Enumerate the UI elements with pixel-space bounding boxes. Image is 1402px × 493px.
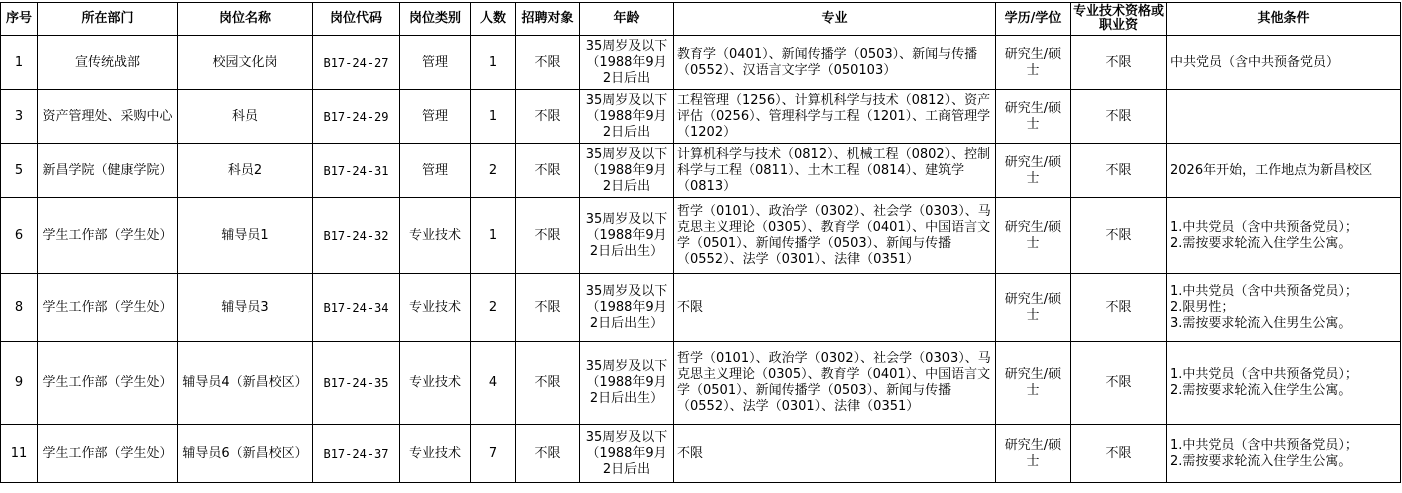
cell-qualification	[1071, 198, 1167, 274]
cell-text: B17-24-35	[323, 376, 389, 390]
cell-dept	[38, 425, 178, 483]
cell-dept	[38, 90, 178, 144]
cell-code	[313, 144, 400, 198]
cell-count	[471, 90, 516, 144]
cell-text: 专业技术	[408, 375, 461, 390]
cell-text: 不限	[534, 108, 561, 124]
cell-qualification	[1071, 36, 1167, 90]
cell-text: 不限	[534, 445, 561, 461]
cell-text: 辅导员1	[221, 227, 269, 243]
cell-text: 不限	[534, 162, 561, 178]
cell-qualification	[1071, 425, 1167, 483]
cell-text: 1.中共党员（含中共预备党员）； 2.需按要求轮流入住学生公寓。	[1170, 437, 1358, 469]
cell-text: 35周岁及以下（1988年9月2日后出	[585, 38, 668, 86]
cell-text: 2	[488, 162, 498, 178]
header-cell-category: 岗位类别	[400, 3, 471, 36]
cell-text: B17-24-31	[323, 163, 389, 178]
cell-target	[516, 198, 580, 274]
cell-text: 1.中共党员（含中共预备党员）； 2.需按要求轮流入住学生公寓。	[1170, 219, 1358, 251]
cell-count	[471, 274, 516, 342]
cell-text: 不限	[534, 299, 561, 315]
cell-degree	[996, 342, 1071, 425]
table-row	[1, 36, 1401, 90]
cell-text: B17-24-27	[323, 55, 389, 70]
cell-text: B17-24-32	[323, 228, 389, 243]
table-row	[1, 425, 1401, 483]
cell-text: 研究生/硕士	[1004, 437, 1062, 469]
cell-age	[580, 90, 674, 144]
cell-target	[516, 36, 580, 90]
cell-text: 科员2	[227, 162, 263, 178]
cell-text: 学生工作部（学生处）	[42, 445, 173, 461]
cell-code	[313, 425, 400, 483]
header-cell-qualification: 专业技术资格或职业资	[1071, 3, 1167, 36]
cell-target	[516, 425, 580, 483]
cell-degree	[996, 274, 1071, 342]
cell-degree	[996, 144, 1071, 198]
cell-other	[1167, 425, 1401, 483]
cell-age	[580, 274, 674, 342]
cell-target	[516, 342, 580, 425]
cell-text: 不限	[1105, 227, 1132, 243]
cell-category	[400, 36, 471, 90]
cell-text: 1	[488, 108, 498, 124]
cell-other	[1167, 36, 1401, 90]
cell-text: 研究生/硕士	[1004, 291, 1062, 323]
header-cell-major: 专业	[674, 3, 996, 36]
cell-text: 中共党员（含中共预备党员）	[1170, 54, 1340, 70]
cell-text: B17-24-34	[323, 300, 389, 315]
cell-text: 研究生/硕士	[1004, 219, 1062, 251]
cell-qualification	[1071, 144, 1167, 198]
cell-age	[580, 425, 674, 483]
cell-text: 35周岁及以下（1988年9月2日后出	[585, 146, 668, 194]
cell-text: 辅导员6（新昌校区）	[182, 445, 308, 461]
cell-dept	[38, 198, 178, 274]
cell-text: 管理	[421, 108, 448, 124]
cell-other	[1167, 274, 1401, 342]
cell-text: 2026年开始，工作地点为新昌校区	[1170, 162, 1373, 178]
cell-text: 研究生/硕士	[1004, 100, 1062, 132]
cell-text: 35周岁及以下（1988年9月2日后出生）	[585, 359, 668, 406]
cell-qualification	[1071, 342, 1167, 425]
table-row	[1, 90, 1401, 144]
cell-text: 不限	[1105, 54, 1132, 70]
cell-major	[674, 342, 996, 425]
cell-text: 校园文化岗	[212, 54, 278, 70]
cell-degree	[996, 90, 1071, 144]
table-row	[1, 274, 1401, 342]
cell-text: 宣传统战部	[74, 54, 140, 70]
header-cell-no: 序号	[1, 3, 38, 36]
cell-dept	[38, 144, 178, 198]
cell-other	[1167, 144, 1401, 198]
cell-text: 不限	[534, 227, 561, 243]
cell-text: 不限	[1105, 162, 1132, 178]
cell-code	[313, 36, 400, 90]
cell-dept	[38, 342, 178, 425]
header-cell-position: 岗位名称	[178, 3, 313, 36]
cell-major	[674, 198, 996, 274]
cell-text: 研究生/硕士	[1004, 154, 1062, 186]
cell-text: 学生工作部（学生处）	[42, 227, 173, 243]
cell-category	[400, 274, 471, 342]
cell-position	[178, 36, 313, 90]
cell-major	[674, 144, 996, 198]
cell-major	[674, 274, 996, 342]
cell-text: 35周岁及以下（1988年9月2日后出	[585, 92, 668, 140]
cell-text: 不限	[677, 299, 704, 315]
header-cell-code: 岗位代码	[313, 3, 400, 36]
header-row	[1, 3, 1401, 36]
cell-position	[178, 342, 313, 425]
cell-count	[471, 198, 516, 274]
header-cell-age: 年龄	[580, 3, 674, 36]
cell-text: 1.中共党员（含中共预备党员）； 2.限男性； 3.需按要求轮流入住男生公寓。	[1170, 283, 1358, 331]
cell-degree	[996, 198, 1071, 274]
cell-position	[178, 274, 313, 342]
cell-target	[516, 144, 580, 198]
cell-major	[674, 36, 996, 90]
header-cell-count: 人数	[471, 3, 516, 36]
header-cell-other: 其他条件	[1167, 3, 1401, 36]
cell-text: 研究生/硕士	[1004, 46, 1062, 78]
cell-text: 9	[14, 375, 24, 390]
cell-no	[1, 274, 38, 342]
cell-text: 7	[488, 445, 498, 461]
cell-text: 哲学（0101）、政治学（0302）、社会学（0303）、马克思主义理论（0305）、教育学（0401）、中国语言文学（0501）、新闻传播学（0503）、新闻与传播（0552）、法学（0301）、法律（0351）	[677, 351, 991, 414]
cell-target	[516, 274, 580, 342]
cell-age	[580, 342, 674, 425]
cell-major	[674, 425, 996, 483]
cell-text: 计算机科学与技术（0812）、机械工程（0802）、控制科学与工程（0811）、土木工程（0814）、建筑学（0813）	[677, 146, 991, 194]
cell-age	[580, 198, 674, 274]
cell-text: 8	[14, 299, 24, 315]
cell-dept	[38, 36, 178, 90]
cell-category	[400, 90, 471, 144]
cell-text: 管理	[421, 54, 448, 70]
cell-text: 5	[14, 162, 24, 178]
cell-count	[471, 425, 516, 483]
cell-target	[516, 90, 580, 144]
cell-category	[400, 342, 471, 425]
cell-count	[471, 144, 516, 198]
cell-no	[1, 144, 38, 198]
cell-code	[313, 342, 400, 425]
cell-degree	[996, 36, 1071, 90]
cell-position	[178, 144, 313, 198]
cell-no	[1, 198, 38, 274]
cell-text: 2	[488, 299, 498, 315]
cell-text: B17-24-29	[323, 109, 389, 124]
header-cell-target: 招聘对象	[516, 3, 580, 36]
cell-text: 不限	[1105, 299, 1132, 315]
cell-age	[580, 144, 674, 198]
cell-age	[580, 36, 674, 90]
cell-text: 工程管理（1256）、计算机科学与技术（0812）、资产评估（0256）、管理科学与工程（1201）、工商管理学（1202）	[677, 92, 991, 140]
cell-no	[1, 342, 38, 425]
cell-count	[471, 342, 516, 425]
cell-text: 辅导员3	[221, 299, 269, 315]
cell-text: 科员	[231, 108, 258, 124]
cell-text: 专业技术	[408, 299, 461, 315]
cell-text: 哲学（0101）、政治学（0302）、社会学（0303）、马克思主义理论（0305）、教育学（0401）、中国语言文学（0501）、新闻传播学（0503）、新闻与传播（0552）、法学（0301）、法律（0351）	[677, 203, 991, 267]
cell-text: 1.中共党员（含中共预备党员）； 2.需按要求轮流入住学生公寓。	[1170, 367, 1358, 398]
table-row	[1, 342, 1401, 425]
cell-text: 资产管理处、采购中心	[42, 108, 173, 124]
cell-code	[313, 198, 400, 274]
cell-dept	[38, 274, 178, 342]
cell-text: 3	[14, 108, 24, 124]
recruitment-table	[0, 2, 1401, 483]
cell-text: 不限	[677, 445, 704, 461]
cell-code	[313, 90, 400, 144]
cell-text: 不限	[1105, 375, 1132, 390]
cell-no	[1, 36, 38, 90]
cell-text: 专业技术	[408, 227, 461, 243]
cell-position	[178, 425, 313, 483]
cell-text: 研究生/硕士	[1004, 367, 1062, 398]
cell-text: 教育学（0401）、新闻传播学（0503）、新闻与传播（0552）、汉语言文字学（050103）	[677, 46, 978, 78]
cell-text: 1	[14, 54, 24, 70]
cell-category	[400, 198, 471, 274]
cell-text: 学生工作部（学生处）	[42, 375, 173, 390]
cell-text: 1	[488, 227, 498, 243]
cell-text: 新昌学院（健康学院）	[42, 162, 173, 178]
cell-code	[313, 274, 400, 342]
cell-text: 管理	[421, 162, 448, 178]
cell-position	[178, 198, 313, 274]
cell-other	[1167, 90, 1401, 144]
cell-text: 4	[488, 375, 498, 390]
cell-qualification	[1071, 90, 1167, 144]
cell-text: 辅导员4（新昌校区）	[182, 375, 308, 390]
cell-text: B17-24-37	[323, 446, 389, 461]
cell-no	[1, 425, 38, 483]
cell-text: 不限	[534, 54, 561, 70]
cell-text: 6	[14, 227, 24, 243]
cell-text: 不限	[534, 375, 561, 390]
header-cell-degree: 学历/学位	[996, 3, 1071, 36]
cell-text: 11	[10, 445, 28, 461]
cell-category	[400, 425, 471, 483]
cell-text: 专业技术	[408, 445, 461, 461]
cell-no	[1, 90, 38, 144]
table-row	[1, 198, 1401, 274]
cell-text: 不限	[1105, 445, 1132, 461]
cell-category	[400, 144, 471, 198]
cell-count	[471, 36, 516, 90]
cell-text: 35周岁及以下（1988年9月2日后出生）	[585, 211, 668, 259]
cell-text: 35周岁及以下（1988年9月2日后出生）	[585, 283, 668, 331]
header-cell-dept: 所在部门	[38, 3, 178, 36]
cell-text: 35周岁及以下（1988年9月2日后出	[585, 429, 668, 477]
cell-major	[674, 90, 996, 144]
cell-other	[1167, 198, 1401, 274]
cell-degree	[996, 425, 1071, 483]
cell-text: 不限	[1105, 108, 1132, 124]
cell-position	[178, 90, 313, 144]
cell-qualification	[1071, 274, 1167, 342]
table-row	[1, 144, 1401, 198]
cell-other	[1167, 342, 1401, 425]
cell-text: 1	[488, 54, 498, 70]
cell-text: 学生工作部（学生处）	[42, 299, 173, 315]
